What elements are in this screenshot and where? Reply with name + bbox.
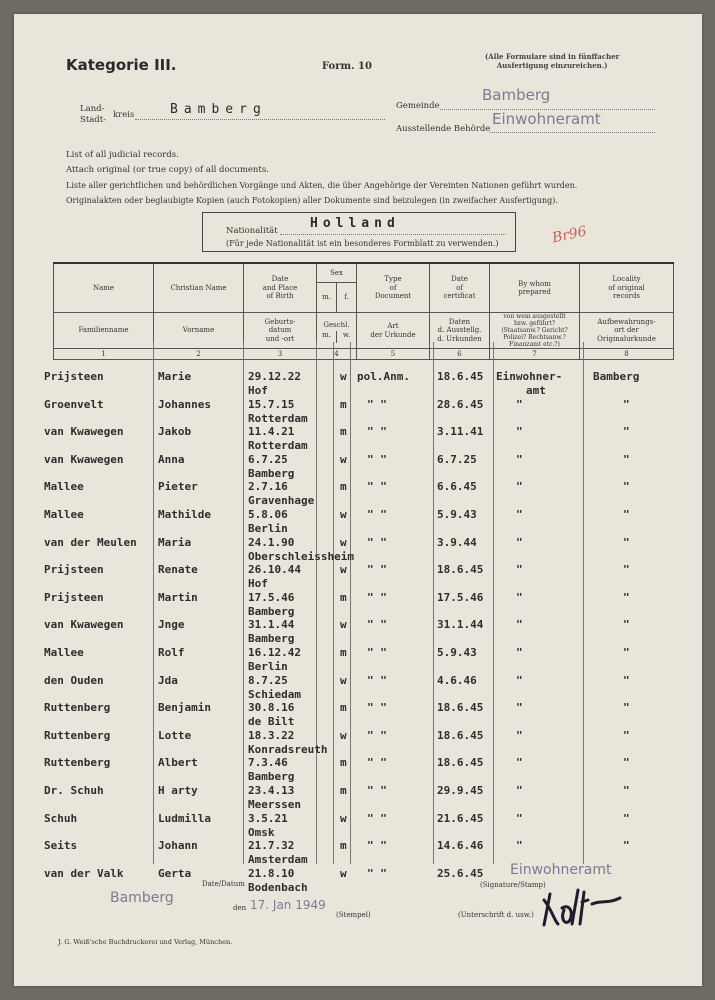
col-birth-de: Geburts- datum und -ort xyxy=(244,313,317,349)
record-doc-type: " " xyxy=(367,866,387,880)
record-name: Mallee xyxy=(44,508,84,521)
record-doc-type: " " xyxy=(367,590,387,604)
copies-note: (Alle Formulare sind in fünffacher Ausfertigung einzureichen.) xyxy=(485,52,620,70)
record-prepared-by: " xyxy=(516,508,523,521)
instruction-3: Liste aller gerichtlichen und behördlichen Vorgänge und Akten, die über Angehörige der Vereinten Nationen geführt wurden. xyxy=(66,181,578,190)
record-first-name: Pieter xyxy=(158,480,198,494)
behoerde-stamp: Einwohneramt xyxy=(492,110,601,128)
col-num-2: 2 xyxy=(154,349,244,360)
gemeinde-stamp: Bamberg xyxy=(482,86,551,104)
record-cert-date: 31.1.44 xyxy=(437,618,484,632)
record-locality: " xyxy=(623,480,630,494)
record-sex: m xyxy=(340,701,347,715)
record-birth-date: 8.7.25 xyxy=(248,673,288,687)
record-doc-type: " " xyxy=(367,563,387,577)
record-sex: w xyxy=(340,370,347,383)
record-locality: " xyxy=(623,563,630,577)
record-doc-type: " " xyxy=(367,784,387,797)
table-row xyxy=(0,480,715,507)
record-cert-date: 18.6.45 xyxy=(437,563,484,577)
record-doc-type: " " xyxy=(367,535,387,549)
record-prepared-by: " xyxy=(516,839,523,853)
record-doc-type: pol.Anm. xyxy=(357,370,410,383)
record-first-name: Ludmilla xyxy=(158,811,211,825)
record-prepared-by: " xyxy=(516,701,523,715)
record-birth-place: Bamberg xyxy=(248,466,295,480)
record-birth-date: 24.1.90 xyxy=(248,535,295,549)
record-prepared-by: " xyxy=(516,452,523,466)
record-locality: " xyxy=(623,508,630,521)
gemeinde-label: Gemeinde xyxy=(396,101,440,111)
date-stamp: 17. Jan 1949 xyxy=(250,898,326,912)
record-first-name: Anna xyxy=(158,452,185,466)
form-number: Form. 10 xyxy=(322,61,372,72)
record-sex: w xyxy=(340,452,347,466)
record-first-name: Johann xyxy=(158,839,198,853)
col-whom-de: von wem ausgestellt bzw. geführt? (Staatsanw.? Gericht? Polizei? Rechtsanw.? Finanzamt etc.?) xyxy=(490,313,580,349)
record-name: Prijsteen xyxy=(44,370,104,383)
record-locality: " xyxy=(623,452,630,466)
record-name: Ruttenberg xyxy=(44,756,111,770)
record-prepared-by: Einwohner- xyxy=(496,370,563,383)
record-cert-date: 18.6.45 xyxy=(437,701,484,715)
record-locality: " xyxy=(623,425,630,439)
table-row xyxy=(0,508,715,535)
record-sex: m xyxy=(340,646,347,659)
record-doc-type: " " xyxy=(367,425,387,439)
category-title: Kategorie III. xyxy=(66,56,177,74)
stempel-label: (Stempel) xyxy=(336,911,371,919)
record-cert-date: 18.6.45 xyxy=(437,370,484,383)
record-name: van der Valk xyxy=(44,866,124,880)
record-cert-date: 17.5.46 xyxy=(437,590,484,604)
col-sex-en: Sex m. f. xyxy=(317,263,357,313)
record-prepared-by: " xyxy=(516,618,523,632)
record-doc-type: " " xyxy=(367,480,387,494)
record-prepared-by-2: amt xyxy=(526,384,546,397)
table-row xyxy=(0,453,715,480)
record-locality: " xyxy=(623,784,630,797)
record-birth-date: 17.5.46 xyxy=(248,590,295,604)
record-prepared-by: " xyxy=(516,728,523,742)
record-birth-date: 21.7.32 xyxy=(248,839,295,853)
record-sex: m xyxy=(340,480,347,494)
col-christian-de: Vorname xyxy=(154,313,244,349)
record-first-name: Johannes xyxy=(158,397,211,411)
record-sex: m xyxy=(340,839,347,853)
record-birth-date: 15.7.15 xyxy=(248,397,295,411)
table-row xyxy=(0,370,715,397)
unterschrift-label: (Unterschrift d. usw.) xyxy=(458,911,534,919)
record-cert-date: 5.9.43 xyxy=(437,508,477,521)
record-doc-type: " " xyxy=(367,646,387,659)
table-row xyxy=(0,425,715,452)
record-birth-place: Omsk xyxy=(248,825,275,839)
record-prepared-by: " xyxy=(516,425,523,439)
record-name: van Kwawegen xyxy=(44,618,124,632)
table-row xyxy=(0,756,715,783)
record-birth-date: 26.10.44 xyxy=(248,563,301,577)
record-prepared-by: " xyxy=(516,480,523,494)
record-sex: m xyxy=(340,590,347,604)
record-name: Prijsteen xyxy=(44,590,104,604)
record-locality: " xyxy=(623,397,630,411)
record-first-name: Jnge xyxy=(158,618,185,632)
record-birth-date: 11.4.21 xyxy=(248,425,295,439)
den-label: den xyxy=(233,904,247,912)
record-locality: " xyxy=(623,590,630,604)
col-num-4: 4 xyxy=(317,349,357,360)
col-name-en: Name xyxy=(54,263,154,313)
record-doc-type: " " xyxy=(367,728,387,742)
record-sex: w xyxy=(340,866,347,880)
record-prepared-by: " xyxy=(516,673,523,687)
record-prepared-by: " xyxy=(516,784,523,797)
record-birth-place: Bamberg xyxy=(248,770,295,784)
col-sex-de: Geschl. m. w. xyxy=(317,313,357,349)
instruction-2: Attach original (or true copy) of all documents. xyxy=(66,165,269,175)
record-cert-date: 4.6.46 xyxy=(437,673,477,687)
record-birth-place: Schiedam xyxy=(248,687,301,701)
record-birth-place: Meerssen xyxy=(248,798,301,811)
col-locality-de: Aufbewahrungs- ort der Originalurkunde xyxy=(580,313,674,349)
record-locality: " xyxy=(623,701,630,715)
col-type-en: Type of Document xyxy=(357,263,430,313)
col-num-1: 1 xyxy=(54,349,154,360)
record-doc-type: " " xyxy=(367,452,387,466)
record-sex: w xyxy=(340,508,347,521)
record-first-name: Lotte xyxy=(158,728,192,742)
record-locality: " xyxy=(623,646,630,659)
table-row xyxy=(0,701,715,728)
record-birth-date: 16.12.42 xyxy=(248,646,301,659)
record-cert-date: 6.7.25 xyxy=(437,452,477,466)
land-stadt-label: Land- Stadt- xyxy=(80,104,107,125)
col-num-6: 6 xyxy=(430,349,490,360)
col-num-8: 8 xyxy=(580,349,674,360)
behoerde-label: Ausstellende Behörde xyxy=(396,124,491,134)
table-row xyxy=(0,618,715,645)
record-birth-place: Bamberg xyxy=(248,604,295,618)
record-name: Groenvelt xyxy=(44,397,104,411)
record-birth-place: Amsterdam xyxy=(248,853,308,867)
record-locality: " xyxy=(623,728,630,742)
kreis-line xyxy=(135,119,385,120)
record-name: Seits xyxy=(44,839,78,853)
record-name: Ruttenberg xyxy=(44,701,111,715)
record-first-name: Albert xyxy=(158,756,198,770)
record-doc-type: " " xyxy=(367,839,387,853)
record-cert-date: 14.6.46 xyxy=(437,839,484,853)
record-first-name: Jakob xyxy=(158,425,192,439)
kreis-label: kreis xyxy=(113,110,135,120)
record-locality: " xyxy=(623,673,630,687)
record-prepared-by: " xyxy=(516,563,523,577)
record-doc-type: " " xyxy=(367,811,387,825)
record-first-name: Marie xyxy=(158,370,192,383)
record-birth-date: 18.3.22 xyxy=(248,728,295,742)
record-cert-date: 3.9.44 xyxy=(437,535,477,549)
nationality-label: Nationalität xyxy=(226,226,278,236)
nationality-line xyxy=(280,234,506,235)
record-name: Mallee xyxy=(44,646,84,659)
col-name-de: Familienname xyxy=(54,313,154,349)
col-whom-en: By whom prepared xyxy=(490,263,580,313)
record-birth-place: Berlin xyxy=(248,660,288,673)
record-first-name: Gerta xyxy=(158,866,192,880)
table-row xyxy=(0,812,715,839)
record-name: van Kwawegen xyxy=(44,425,124,439)
record-cert-date: 3.11.41 xyxy=(437,425,484,439)
record-cert-date: 5.9.43 xyxy=(437,646,477,659)
col-num-5: 5 xyxy=(357,349,430,360)
col-date-de: Daten d. Ausstellg. d. Urkunden xyxy=(430,313,490,349)
record-first-name: Martin xyxy=(158,590,198,604)
record-doc-type: " " xyxy=(367,673,387,687)
nationality-value: Holland xyxy=(310,216,400,231)
record-sex: w xyxy=(340,728,347,742)
record-name: van Kwawegen xyxy=(44,452,124,466)
office-stamp: Einwohneramt xyxy=(510,862,612,878)
record-first-name: Rolf xyxy=(158,646,185,659)
record-sex: m xyxy=(340,756,347,770)
record-sex: m xyxy=(340,425,347,439)
table-row xyxy=(0,729,715,756)
record-birth-place: Bamberg xyxy=(248,632,295,646)
record-sex: w xyxy=(340,535,347,549)
col-num-7: 7 xyxy=(490,349,580,360)
record-birth-place: de Bilt xyxy=(248,715,295,729)
record-cert-date: 28.6.45 xyxy=(437,397,484,411)
record-sex: w xyxy=(340,563,347,577)
record-birth-place: Oberschleissheim xyxy=(248,549,354,563)
signature-icon xyxy=(522,880,632,940)
record-cert-date: 29.9.45 xyxy=(437,784,484,797)
printer-imprint: J. G. Weiß'sche Buchdruckerei und Verlag, München. xyxy=(58,938,233,946)
record-birth-date: 5.8.06 xyxy=(248,508,288,521)
record-birth-place: Bodenbach xyxy=(248,880,308,894)
table-row xyxy=(0,563,715,590)
record-first-name: Maria xyxy=(158,535,192,549)
record-prepared-by: " xyxy=(516,397,523,411)
record-birth-date: 31.1.44 xyxy=(248,618,295,632)
record-sex: m xyxy=(340,784,347,797)
record-prepared-by: " xyxy=(516,756,523,770)
record-doc-type: " " xyxy=(367,701,387,715)
col-christian-en: Christian Name xyxy=(154,263,244,313)
record-birth-date: 6.7.25 xyxy=(248,452,288,466)
record-cert-date: 6.6.45 xyxy=(437,480,477,494)
col-type-de: Art der Urkunde xyxy=(357,313,430,349)
col-locality-en: Locality of original records xyxy=(580,263,674,313)
behoerde-line xyxy=(490,132,655,133)
record-name: Schuh xyxy=(44,811,78,825)
record-cert-date: 18.6.45 xyxy=(437,756,484,770)
record-prepared-by: " xyxy=(516,646,523,659)
record-birth-place: Berlin xyxy=(248,522,288,535)
red-pencil-mark: Br96 xyxy=(550,223,589,247)
record-sex: w xyxy=(340,811,347,825)
record-birth-date: 29.12.22 xyxy=(248,370,301,383)
record-name: Ruttenberg xyxy=(44,728,111,742)
nationality-note: (Für jede Nationalität ist ein besonderes Formblatt zu verwenden.) xyxy=(226,239,499,248)
kreis-value: Bamberg xyxy=(170,102,267,117)
instruction-4: Originalakten oder beglaubigte Kopien (auch Fotokopien) aller Dokumente sind beizulegen (in zweifacher Ausfertigung). xyxy=(66,196,558,205)
records-table-header xyxy=(53,262,674,360)
instruction-1: List of all judicial records. xyxy=(66,150,179,160)
record-doc-type: " " xyxy=(367,397,387,411)
record-first-name: H arty xyxy=(158,784,198,797)
record-doc-type: " " xyxy=(367,508,387,521)
record-birth-place: Hof xyxy=(248,384,268,397)
table-row xyxy=(0,536,715,563)
record-birth-date: 30.8.16 xyxy=(248,701,295,715)
table-row xyxy=(0,591,715,618)
record-birth-date: 2.7.16 xyxy=(248,480,288,494)
date-label: Date/Datum xyxy=(202,880,245,888)
record-first-name: Benjamin xyxy=(158,701,211,715)
record-name: Dr. Schuh xyxy=(44,784,104,797)
col-date-en: Date of certificat xyxy=(430,263,490,313)
record-birth-date: 23.4.13 xyxy=(248,784,295,797)
record-birth-date: 21.8.10 xyxy=(248,866,295,880)
record-birth-place: Hof xyxy=(248,577,268,591)
record-birth-date: 7.3.46 xyxy=(248,756,288,770)
record-prepared-by: " xyxy=(516,811,523,825)
table-row xyxy=(0,646,715,673)
record-name: Prijsteen xyxy=(44,563,104,577)
record-locality: " xyxy=(623,811,630,825)
record-sex: m xyxy=(340,397,347,411)
record-cert-date: 18.6.45 xyxy=(437,728,484,742)
record-birth-place: Rotterdam xyxy=(248,439,308,453)
record-first-name: Jda xyxy=(158,673,178,687)
record-cert-date: 21.6.45 xyxy=(437,811,484,825)
record-birth-place: Konradsreuth xyxy=(248,742,328,756)
record-first-name: Renate xyxy=(158,563,198,577)
record-birth-place: Rotterdam xyxy=(248,411,308,425)
record-prepared-by: " xyxy=(516,590,523,604)
record-locality: " xyxy=(623,618,630,632)
table-row xyxy=(0,784,715,811)
record-first-name: Mathilde xyxy=(158,508,211,521)
record-locality: " xyxy=(623,756,630,770)
record-locality: Bamberg xyxy=(593,370,640,383)
record-doc-type: " " xyxy=(367,756,387,770)
table-row xyxy=(0,674,715,701)
place-stamp: Bamberg xyxy=(110,890,174,906)
col-num-3: 3 xyxy=(244,349,317,360)
record-sex: w xyxy=(340,673,347,687)
record-name: van der Meulen xyxy=(44,535,137,549)
record-locality: " xyxy=(623,535,630,549)
record-prepared-by: " xyxy=(516,535,523,549)
signature-label: (Signature/Stamp) xyxy=(480,881,546,889)
record-cert-date: 25.6.45 xyxy=(437,866,484,880)
record-name: den Ouden xyxy=(44,673,104,687)
record-name: Mallee xyxy=(44,480,84,494)
record-birth-place: Gravenhage xyxy=(248,494,315,508)
record-doc-type: " " xyxy=(367,618,387,632)
table-row xyxy=(0,398,715,425)
col-birth-en: Date and Place of Birth xyxy=(244,263,317,313)
record-birth-date: 3.5.21 xyxy=(248,811,288,825)
record-sex: w xyxy=(340,618,347,632)
record-locality: " xyxy=(623,839,630,853)
